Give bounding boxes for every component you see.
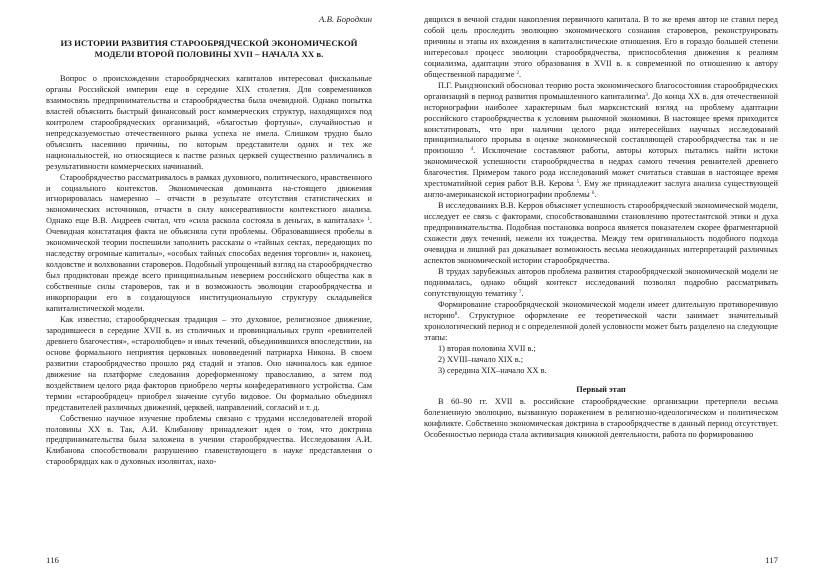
paragraph: Формирование старообрядческой экономической модели имеет длительную противоречивую историю$^8$. Структурное оформление ее теоретической части занимает значительный хронологический период и с определенной долей условности может быть разделено на следующие этапы:: [424, 299, 778, 342]
paragraph: В 60–90 гг. XVII в. российские старообрядческие организации претерпели весьма болезненную эволюцию, вызванную поражением в религиозно-идеологическом и политическом конфликте. Собственно экономическая доктрина в старообрядчестве в данный период отсутствует. Особенностью периода стала активизация книжной деятельности, работа по формированию: [424, 397, 778, 440]
paragraph: Собственно научное изучение проблемы связано с трудами исследователей второй половины XX в. Так, А.И. Клибанову принадлежит идея о том, что доктрина предпринимательства была заложена в учении старообрядчества. Исследования А.И. Клибанова способствовали разрушению главенствующего в науке представления о старообрядцах как о духовных изолянтах, нахо-: [46, 413, 372, 467]
paragraph: В исследованиях В.В. Керров объясняет успешность старообрядческой экономической модели, исследует ее связь с факторами, способствовавшими становлению протестантской этики и духа предпринимательства. Подобная постановка вопроса является показателем скорее фрагментарной схожести двух течений, нежели их тождества. Между тем оригинальность подобного подхода очевидна и лишний раз доказывает возможность весьма неожиданных интерпретаций различных аспектов экономической истории старообрядчества.: [424, 201, 778, 265]
left-text-column: [46, 38, 372, 468]
page-number: 117: [765, 555, 778, 565]
page-number: 116: [46, 555, 59, 565]
footnote-ref: 8: [454, 311, 458, 317]
list-item: 3) середина XIX–начало XX в.: [438, 365, 547, 375]
footnote-ref: 4: [470, 147, 474, 153]
footnote-ref: 6: [591, 191, 595, 197]
right-text-column: [424, 15, 778, 441]
article-title: ИЗ ИСТОРИИ РАЗВИТИЯ СТАРООБРЯДЧЕСКОЙ ЭКОНОМИЧЕСКОЙ МОДЕЛИ ВТОРОЙ ПОЛОВИНЫ XVII – НАЧАЛА XX в.: [60, 38, 358, 59]
paragraph: В трудах зарубежных авторов проблема развития старообрядческой экономической модели не поднималась, однако общий контекст исследований позволял подробно рассматривать сопутствующую тематику $^7$.: [424, 266, 778, 298]
section-subheading: Первый этап: [576, 385, 626, 395]
right-page: [410, 0, 820, 579]
paragraph: Как известно, старообрядческая традиция – это духовное, религиозное движение, зародившееся в середине XVII в. из столичных и провинциальных групп «ревнителей древнего благочестия», «старолюбцев» и иных течений, объединившихся впоследствии, на основе формального неприятия церковных нововведений патриарха Никона. В своем развитии старообрядчество прошло ряд стадий и этапов. Оно начиналось как единое движение на платформе следования дореформенному православию, а затем под воздействием целого ряда факторов приобрело черты конфедеративного устройства. Сам термин «старообрядец» приобрел значение сугубо видовое. Он формально объединял представителей различных движений, церквей, направлений, согласий и т. д.: [46, 314, 372, 412]
paragraph: Старообрядчество рассматривалось в рамках духовного, политического, нравственного и социального контекстов. Экономическая доминанта на-стоящего движения игнорировалась намеренно – отчасти в результате отсутствия статистических и экономических источников, отчасти в силу консервативности контекстного анализа. Однако еще В.В. Андреев считал, что «сила раскола состояла в деньгах, в капиталах» $^1$. Очевидная констатация факта не объясняла сути проблемы. Образовавшиеся пробелы в экономической теории поспешили заполнить рассказы о «тайных сектах, передающих по наследству огромные капиталы», «особых тайных способах ведения торговли» и, наконец, колдовстве и волхвовании староверов. Подобный упрощенный взгляд на старообрядчество был продиктован прежде всего принципиальным неверием российского общества как в собственные силы староверов, так и в возможность эволюции старообрядчества и инкорпорации его в создающуюся институциональную структуру складывейся капиталистической модели.: [46, 172, 372, 314]
list-item: 1) вторая половина XVII в.;: [438, 343, 536, 353]
paragraph: П.Г. Рындзюнский обосновал теорию роста экономического благосостояния старообрядческих организаций в период развития промышленного капитализма$^3$. До конца XX в. для отечественной историографии наиболее характерным был марксистский взгляд на проблему адаптации российского старообрядчества к условиям рыночной экономики. В настоящее время приходится констатировать, что при наличии целого ряда интересейших научных исследований принципиального прорыва в оценке экономической составляющей старообрядчества так и не произошло $^4$. Исключение составляют работы, авторы которых пытались найти истоки экономической успешности старообрядчества в недрах самого течения ревнителей древнего благочестия. Примером такого рода исследований может считаться ставшая в настоящее время хрестоматийной серия работ В.В. Керова $^5$. Ему же принадлежит заслуга анализа существующей англо-американской историографии проблемы $^6$.: [424, 80, 779, 200]
author-name: А.В. Бородкин: [319, 14, 372, 24]
stages-list: [424, 344, 778, 377]
list-item: 2) XVIII–начало XIX в.;: [438, 354, 524, 364]
footnote-ref: 3: [645, 92, 648, 98]
footnote-ref: 7: [518, 289, 522, 295]
footnote-ref: 5: [576, 180, 580, 186]
footnote-ref: 2: [516, 70, 519, 76]
paragraph: дящихся в вечной стадии накопления первичного капитала. В то же время автор не ставил перед собой цель проследить эволюцию экономического сознания староверов, реконструировать причины и этапы их вхождения в капиталистические отношения. Его в гораздо большей степени интересовал процесс эволюции старообрядчества, приспособления движения к реалиям социализма, адаптации этого образования в XVII в. к современной по отношению к автору общественной парадигме $^2$.: [424, 15, 778, 79]
paragraph: Вопрос о происхождении старообрядческих капиталов интересовал фискальные органы Российской империи еще в середине XIX столетия. Для современников взаимосвязь предпринимательства и старообрядчества была очевидной. Однако попытка властей объяснить быстрый финансовый рост коммерческих структур, находящихся под контролем старообрядческих организаций, «благостью фортуны», случайностью и непредсказуемостью отечественного рынка успеха не имела. Слишком трудно было объяснить насеянию причины, по которым представители одних и тех же национальностей, но относящиеся к пастве разных церквей существенно различались в результативности коммерческих начинаний.: [46, 74, 372, 171]
footnote-ref: 1: [367, 217, 370, 223]
